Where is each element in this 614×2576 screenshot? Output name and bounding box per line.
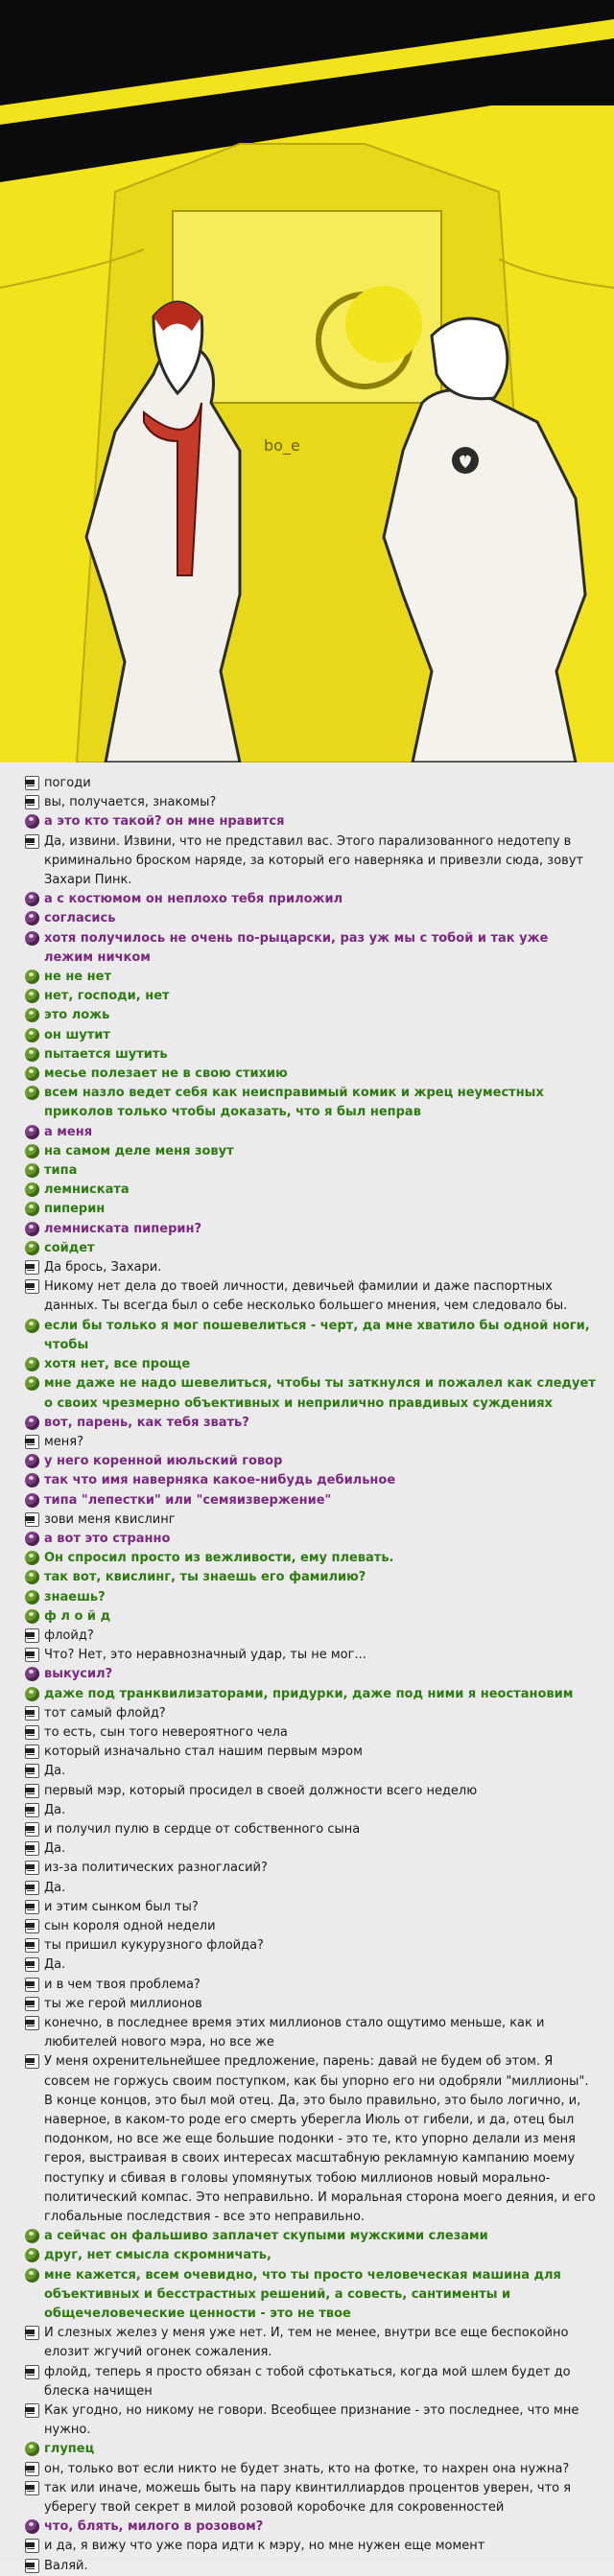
purple-bust-icon xyxy=(25,1493,39,1508)
chat-text: мне кажется, всем очевидно, что ты просто человеческая машина для объективных и бесстрастных решений, а совесть, сантименты и общечеловеческие ценности - это не твое xyxy=(44,2267,561,2322)
chat-text: а с костюмом он неплохо тебя приложил xyxy=(44,892,343,907)
green-bust-icon xyxy=(25,1086,39,1100)
chat-line xyxy=(25,1355,601,1374)
chat-text: и получил пулю в сердце от собственного сына xyxy=(44,1821,361,1837)
helmet-icon xyxy=(25,2462,39,2476)
helmet-icon xyxy=(25,2559,39,2573)
chat-line xyxy=(25,1239,601,1258)
chat-text: хотя нет, все проще xyxy=(44,1357,191,1372)
helmet-icon xyxy=(25,2365,39,2379)
purple-bust-icon xyxy=(25,2519,39,2534)
green-bust-icon xyxy=(25,970,39,984)
purple-bust-icon xyxy=(25,892,39,906)
helmet-icon xyxy=(25,1978,39,1992)
chat-text: ты же герой миллионов xyxy=(44,1996,202,2011)
chat-text: который изначально стал нашим первым мэром xyxy=(44,1745,363,1760)
purple-bust-icon xyxy=(25,1473,39,1487)
chat-line xyxy=(25,1200,601,1219)
helmet-icon xyxy=(25,1764,39,1778)
green-bust-icon xyxy=(25,1590,39,1604)
chat-text: друг, нет смысла скромничать, xyxy=(44,2248,272,2263)
chat-line xyxy=(25,2401,601,2440)
chat-text: Да. xyxy=(44,1841,66,1857)
chat-line xyxy=(25,1936,601,1955)
chat-line xyxy=(25,2052,601,2227)
chat-text: ты пришил кукурузного флойда? xyxy=(44,1938,264,1954)
helmet-icon xyxy=(25,1938,39,1953)
green-bust-icon xyxy=(25,1551,39,1565)
chat-line xyxy=(25,987,601,1006)
green-bust-icon xyxy=(25,2229,39,2243)
chat-text: Да. xyxy=(44,1957,66,1973)
chat-text: и да, я вижу что уже пора идти к мэру, но мне нужен еще момент xyxy=(44,2539,485,2554)
chat-line xyxy=(25,1665,601,1684)
helmet-icon xyxy=(25,1803,39,1817)
chat-text: что, блять, милого в розовом? xyxy=(44,2519,264,2535)
chat-text: ф л о й д xyxy=(44,1608,111,1624)
chat-line xyxy=(25,1646,601,1665)
chat-line xyxy=(25,774,601,793)
green-bust-icon xyxy=(25,1687,39,1701)
helmet-icon xyxy=(25,1841,39,1856)
chat-line xyxy=(25,1879,601,1898)
helmet-icon xyxy=(25,1279,39,1294)
helmet-icon xyxy=(25,2054,39,2069)
chat-text: то есть, сын того невероятного чела xyxy=(44,1724,288,1740)
helmet-icon xyxy=(25,1512,39,1527)
chat-line xyxy=(25,1471,601,1490)
purple-bust-icon xyxy=(25,1667,39,1681)
chat-line xyxy=(25,1181,601,1200)
chat-text: так или иначе, можешь быть на пару квинтиллиардов процентов уверен, что я уберегу твой секрет в милой розовой коробочке для сокровенностей xyxy=(44,2480,572,2516)
chat-line xyxy=(25,2460,601,2479)
chat-line xyxy=(25,929,601,968)
green-bust-icon xyxy=(25,989,39,1003)
helmet-icon xyxy=(25,1822,39,1837)
chat-text: пытается шутить xyxy=(44,1046,168,1062)
chat-text: глупец xyxy=(44,2442,95,2457)
chat-text: Валяй. xyxy=(44,2558,88,2573)
helmet-icon xyxy=(25,795,39,809)
green-bust-icon xyxy=(25,1357,39,1371)
chat-line xyxy=(25,1704,601,1723)
chat-line xyxy=(25,1859,601,1878)
chat-text: пиперин xyxy=(44,1202,106,1217)
chat-log xyxy=(0,762,614,2573)
chat-line xyxy=(25,2246,601,2265)
chat-line xyxy=(25,1607,601,1627)
chat-line xyxy=(25,1045,601,1065)
purple-bust-icon xyxy=(25,1416,39,1430)
background-scrawl: bo_e xyxy=(264,436,300,455)
green-bust-icon xyxy=(25,1047,39,1062)
chat-line xyxy=(25,2363,601,2401)
green-bust-icon xyxy=(25,1202,39,1216)
helmet-icon xyxy=(25,1957,39,1972)
chat-text: Да брось, Захари. xyxy=(44,1260,162,1276)
chat-text: и в чем твоя проблема? xyxy=(44,1977,201,1992)
chat-line xyxy=(25,1026,601,1045)
chat-line xyxy=(25,1414,601,1433)
green-bust-icon xyxy=(25,1008,39,1022)
chat-text: Он спросил просто из вежливости, ему плевать. xyxy=(44,1551,394,1566)
chat-line xyxy=(25,890,601,909)
chat-text: так что имя наверняка какое-нибудь дебильное xyxy=(44,1473,396,1488)
chat-text: лемнискатa xyxy=(44,1183,130,1198)
green-bust-icon xyxy=(25,1066,39,1081)
chat-text: согласись xyxy=(44,911,116,926)
chat-text: мне даже не надо шевелиться, чтобы ты заткнулся и пожалел как следует о своих чрезмерно объективных и неприлично правдивых суждениях xyxy=(44,1376,596,1411)
purple-bust-icon xyxy=(25,814,39,829)
chat-line xyxy=(25,1161,601,1181)
chat-line xyxy=(25,2227,601,2246)
comic-illustration xyxy=(0,0,614,762)
chat-line xyxy=(25,1782,601,1801)
chat-line xyxy=(25,812,601,831)
helmet-icon xyxy=(25,1706,39,1721)
chat-line xyxy=(25,1995,601,2014)
chat-text: выкусил? xyxy=(44,1667,113,1682)
chat-line xyxy=(25,1839,601,1859)
chat-line xyxy=(25,1898,601,1917)
purple-bust-icon xyxy=(25,911,39,925)
chat-line xyxy=(25,1530,601,1549)
chat-text: так вот, квислинг, ты знаешь его фамилию? xyxy=(44,1570,366,1585)
helmet-icon xyxy=(25,1260,39,1275)
helmet-icon xyxy=(25,1745,39,1759)
chat-text: зови меня квислинг xyxy=(44,1511,176,1527)
green-bust-icon xyxy=(25,1376,39,1391)
chat-line xyxy=(25,1588,601,1607)
green-bust-icon xyxy=(25,1028,39,1042)
chat-text: даже под транквилизаторами, придурки, даже под ними я неостановим xyxy=(44,1686,574,1701)
chat-text: меня? xyxy=(44,1434,84,1449)
chat-line xyxy=(25,1917,601,1936)
chat-text: У меня охренительнейшее предложение, парень: давай не будем об этом. Я совсем не горжусь своим поступком, как бы упорно его ни одобряли "миллионы". В конце концов, это был мой отец. Да, это было правильно, это было логично, и, наверное, в каком-то роде его смерть уберегла Июль от гибели, и да, отец был подонком, но все же еще большие подонки - это те, кто упорно делали из меня героя, выстраивая в своих интересах масштабную рекламную кампанию моему поступку и сбивая в головы упомянутых тобою миллионов новый морально-политический компас. Это неправильно. И моральная сторона моего деяния, и его глобальные последствия - все это неправильно. xyxy=(44,2054,596,2225)
chat-text: а это кто такой? он мне нравится xyxy=(44,814,285,830)
chat-line xyxy=(25,1549,601,1568)
chat-line xyxy=(25,1568,601,1587)
chat-line xyxy=(25,1743,601,1762)
chat-line xyxy=(25,2440,601,2459)
chat-text: Никому нет дела до твоей личности, девичьей фамилии и даже паспортных данных. Ты всегда был о себе несколько большего мнения, чем следовало бы. xyxy=(44,1279,568,1314)
green-bust-icon xyxy=(25,1163,39,1178)
green-bust-icon xyxy=(25,2442,39,2456)
chat-line xyxy=(25,2014,601,2052)
green-bust-icon xyxy=(25,1609,39,1624)
chat-text: Да. xyxy=(44,1764,66,1779)
helmet-icon xyxy=(25,834,39,849)
chat-text: погоди xyxy=(44,776,91,790)
chat-text: всем назло ведет себя как неисправимый комик и жрец неуместных приколов только чтобы доказать, что я был неправ xyxy=(44,1086,544,1120)
chat-line xyxy=(25,2517,601,2537)
helmet-icon xyxy=(25,1435,39,1449)
chat-text: сойдет xyxy=(44,1240,95,1255)
chat-text: он, только вот если никто не будет знать, кто на фотке, то нахрен она нужна? xyxy=(44,2461,570,2476)
chat-line xyxy=(25,1627,601,1646)
chat-text: на самом деле меня зовут xyxy=(44,1143,234,1159)
green-bust-icon xyxy=(25,2248,39,2262)
chat-text: флойд? xyxy=(44,1628,94,1643)
chat-line xyxy=(25,1685,601,1704)
chat-line xyxy=(25,1142,601,1161)
chat-line xyxy=(25,1510,601,1530)
helmet-icon xyxy=(25,2403,39,2418)
purple-bust-icon xyxy=(25,1222,39,1236)
purple-bust-icon xyxy=(25,1532,39,1546)
purple-bust-icon xyxy=(25,1125,39,1139)
chat-line xyxy=(25,1820,601,1839)
chat-text: вы, получается, знакомы? xyxy=(44,795,217,810)
chat-line xyxy=(25,1433,601,1452)
chat-line xyxy=(25,1452,601,1471)
chat-line xyxy=(25,968,601,987)
chat-text: флойд, теперь я просто обязан с тобой сфотькаться, когда мой шлем будет до блеска начищен xyxy=(44,2364,571,2399)
purple-bust-icon xyxy=(25,931,39,946)
chat-line xyxy=(25,1723,601,1743)
chat-line xyxy=(25,1955,601,1975)
chat-text: знаешь? xyxy=(44,1589,106,1604)
chat-text: а меня xyxy=(44,1124,93,1139)
helmet-icon xyxy=(25,1919,39,1933)
chat-line xyxy=(25,1220,601,1239)
purple-bust-icon xyxy=(25,1454,39,1468)
green-bust-icon xyxy=(25,1241,39,1255)
green-bust-icon xyxy=(25,1570,39,1584)
chat-text: Да. xyxy=(44,1880,66,1895)
helmet-icon xyxy=(25,1784,39,1798)
chat-text: сын короля одной недели xyxy=(44,1918,216,1933)
chat-text: Да. xyxy=(44,1802,66,1817)
helmet-icon xyxy=(25,2539,39,2553)
chat-line xyxy=(25,793,601,812)
chat-text: не не нет xyxy=(44,970,111,985)
chat-text: Да, извини. Извини, что не представил вас. Этого парализованного недотепу в криминально броском наряде, за который его наверняка и привезли сюда, зовут Захари Пинк. xyxy=(44,833,584,888)
chat-line xyxy=(25,1762,601,1781)
helmet-icon xyxy=(25,1997,39,2011)
green-bust-icon xyxy=(25,2268,39,2283)
chat-text: Что? Нет, это неравнозначный удар, ты не мог... xyxy=(44,1648,366,1663)
chat-text: лемнискатa пиперин? xyxy=(44,1221,202,1236)
chat-text: хотя получилось не очень по-рыцарски, раз уж мы с тобой и так уже лежим ничком xyxy=(44,930,549,965)
helmet-icon xyxy=(25,2481,39,2495)
helmet-icon xyxy=(25,2016,39,2030)
green-bust-icon xyxy=(25,1144,39,1159)
chat-line xyxy=(25,1258,601,1277)
chat-text: типа "лепестки" или "семяизвержение" xyxy=(44,1492,332,1508)
chat-line xyxy=(25,1976,601,1995)
chat-line xyxy=(25,2266,601,2325)
chat-line xyxy=(25,909,601,928)
chat-text: у него коренной июльский говор xyxy=(44,1454,283,1469)
chat-line xyxy=(25,1801,601,1820)
chat-text: нет, господи, нет xyxy=(44,989,170,1004)
chat-line xyxy=(25,2537,601,2556)
chat-line xyxy=(25,1006,601,1025)
chat-line xyxy=(25,1317,601,1355)
chat-text: Как угодно, но никому не говори. Всеобщее признание - это последнее, что мне нужно. xyxy=(44,2403,579,2438)
chat-line xyxy=(25,1374,601,1413)
helmet-icon xyxy=(25,776,39,790)
chat-line xyxy=(25,1084,601,1122)
chat-text: и этим сынком был ты? xyxy=(44,1899,199,1914)
helmet-icon xyxy=(25,1881,39,1895)
chat-text: из-за политических разногласий? xyxy=(44,1861,268,1876)
chat-text: он шутит xyxy=(44,1027,110,1042)
helmet-icon xyxy=(25,1861,39,1875)
chat-line xyxy=(25,832,601,891)
chat-line xyxy=(25,2557,601,2576)
helmet-icon xyxy=(25,1648,39,1662)
chat-line xyxy=(25,1123,601,1142)
chat-text: если бы только я мог пошевелиться - черт, да мне хватило бы одной ноги, чтобы xyxy=(44,1318,590,1352)
helmet-icon xyxy=(25,1628,39,1643)
chat-line xyxy=(25,1491,601,1510)
chat-text: а вот это странно xyxy=(44,1531,171,1546)
chat-text: а сейчас он фальшиво заплачет скупыми мужскими слезами xyxy=(44,2229,488,2244)
chat-line xyxy=(25,2324,601,2362)
chat-text: это ложь xyxy=(44,1008,110,1023)
chat-text: конечно, в последнее время этих миллионов стало ощутимо меньше, как и любителей нового мэра, но все же xyxy=(44,2016,545,2050)
chat-text: месье полезает не в свою стихию xyxy=(44,1066,288,1082)
helmet-icon xyxy=(25,1900,39,1914)
helmet-icon xyxy=(25,2326,39,2340)
chat-text: типа xyxy=(44,1163,78,1179)
green-bust-icon xyxy=(25,1319,39,1333)
helmet-icon xyxy=(25,1725,39,1740)
chat-text: И слезных желез у меня уже нет. И, тем не менее, внутри все еще беспокойно елозит жгучий огонек сожаления. xyxy=(44,2326,569,2360)
chat-text: тот самый флойд? xyxy=(44,1705,166,1721)
chat-text: вот, парень, как тебя звать? xyxy=(44,1415,249,1430)
chat-line xyxy=(25,2479,601,2517)
chat-line xyxy=(25,1277,601,1316)
green-bust-icon xyxy=(25,1183,39,1197)
chat-text: первый мэр, который просидел в своей должности всего неделю xyxy=(44,1783,478,1798)
chat-line xyxy=(25,1065,601,1084)
